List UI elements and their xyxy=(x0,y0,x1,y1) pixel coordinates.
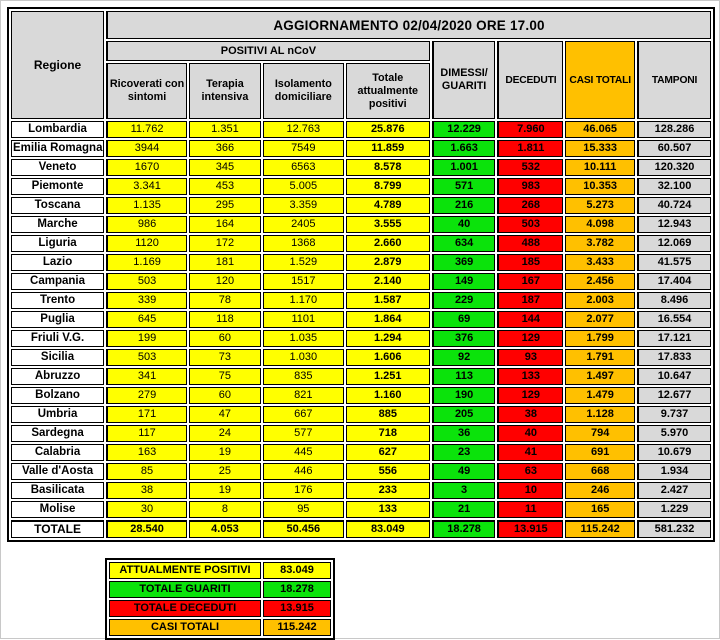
cell-tamponi: 2.427 xyxy=(637,482,711,499)
cell-terapia-intensiva: 453 xyxy=(189,178,261,195)
cell-totale-positivi: 233 xyxy=(346,482,430,499)
cell-isolamento: 1.035 xyxy=(263,330,344,347)
cell-terapia-intensiva: 8 xyxy=(189,501,261,518)
cell-ricoverati: 117 xyxy=(106,425,187,442)
cell-deceduti: 983 xyxy=(497,178,563,195)
cell-ricoverati: 341 xyxy=(106,368,187,385)
cell-ricoverati: 3.341 xyxy=(106,178,187,195)
cell-isolamento: 821 xyxy=(263,387,344,404)
cell-isolamento: 1.030 xyxy=(263,349,344,366)
cell-terapia-intensiva: 118 xyxy=(189,311,261,328)
summary-value: 83.049 xyxy=(263,562,331,579)
cell-isolamento: 446 xyxy=(263,463,344,480)
cell-deceduti: 532 xyxy=(497,159,563,176)
cell-dimessi-guariti: 216 xyxy=(432,197,496,214)
cell-deceduti: 129 xyxy=(497,387,563,404)
cell-casi-totali: 2.456 xyxy=(565,273,635,290)
cell-deceduti: 488 xyxy=(497,235,563,252)
total-row xyxy=(11,520,711,538)
table-row xyxy=(11,387,711,404)
cell-isolamento: 50.456 xyxy=(263,520,344,538)
region-name: Campania xyxy=(11,273,104,290)
summary-value: 13.915 xyxy=(263,600,331,617)
column-header-totale-attualmente-positivi: Totale attualmente positivi xyxy=(346,63,430,119)
cell-casi-totali: 10.111 xyxy=(565,159,635,176)
cell-terapia-intensiva: 78 xyxy=(189,292,261,309)
cell-ricoverati: 171 xyxy=(106,406,187,423)
region-name: Abruzzo xyxy=(11,368,104,385)
cell-isolamento: 12.763 xyxy=(263,121,344,138)
cell-dimessi-guariti: 190 xyxy=(432,387,496,404)
cell-terapia-intensiva: 19 xyxy=(189,482,261,499)
cell-tamponi: 17.121 xyxy=(637,330,711,347)
cell-casi-totali: 10.353 xyxy=(565,178,635,195)
table-row xyxy=(11,349,711,366)
cell-totale-positivi: 1.251 xyxy=(346,368,430,385)
cell-totale-positivi: 25.876 xyxy=(346,121,430,138)
table-row xyxy=(11,368,711,385)
region-name: Sicilia xyxy=(11,349,104,366)
table-row xyxy=(11,159,711,176)
region-name: Piemonte xyxy=(11,178,104,195)
cell-dimessi-guariti: 149 xyxy=(432,273,496,290)
cell-dimessi-guariti: 92 xyxy=(432,349,496,366)
cell-ricoverati: 11.762 xyxy=(106,121,187,138)
cell-totale-positivi: 1.606 xyxy=(346,349,430,366)
table-row xyxy=(11,235,711,252)
cell-isolamento: 2405 xyxy=(263,216,344,233)
cell-tamponi: 12.677 xyxy=(637,387,711,404)
cell-ricoverati: 1670 xyxy=(106,159,187,176)
region-name: Liguria xyxy=(11,235,104,252)
table-row xyxy=(11,501,711,518)
cell-totale-positivi: 8.799 xyxy=(346,178,430,195)
cell-tamponi: 8.496 xyxy=(637,292,711,309)
cell-casi-totali: 3.782 xyxy=(565,235,635,252)
cell-deceduti: 167 xyxy=(497,273,563,290)
region-name: Marche xyxy=(11,216,104,233)
cell-casi-totali: 1.479 xyxy=(565,387,635,404)
region-name: Toscana xyxy=(11,197,104,214)
cell-terapia-intensiva: 366 xyxy=(189,140,261,157)
cell-terapia-intensiva: 181 xyxy=(189,254,261,271)
cell-casi-totali: 1.799 xyxy=(565,330,635,347)
region-name: Basilicata xyxy=(11,482,104,499)
table-row xyxy=(11,197,711,214)
region-name: Bolzano xyxy=(11,387,104,404)
cell-terapia-intensiva: 25 xyxy=(189,463,261,480)
cell-casi-totali: 115.242 xyxy=(565,520,635,538)
cell-totale-positivi: 2.879 xyxy=(346,254,430,271)
cell-tamponi: 1.229 xyxy=(637,501,711,518)
cell-dimessi-guariti: 49 xyxy=(432,463,496,480)
covid-regions-table xyxy=(7,7,715,542)
cell-isolamento: 1517 xyxy=(263,273,344,290)
cell-ricoverati: 28.540 xyxy=(106,520,187,538)
cell-tamponi: 40.724 xyxy=(637,197,711,214)
cell-deceduti: 40 xyxy=(497,425,563,442)
cell-tamponi: 32.100 xyxy=(637,178,711,195)
cell-casi-totali: 2.003 xyxy=(565,292,635,309)
table-row xyxy=(11,273,711,290)
cell-casi-totali: 165 xyxy=(565,501,635,518)
cell-tamponi: 60.507 xyxy=(637,140,711,157)
cell-dimessi-guariti: 3 xyxy=(432,482,496,499)
cell-dimessi-guariti: 634 xyxy=(432,235,496,252)
cell-terapia-intensiva: 120 xyxy=(189,273,261,290)
cell-terapia-intensiva: 47 xyxy=(189,406,261,423)
cell-terapia-intensiva: 172 xyxy=(189,235,261,252)
cell-totale-positivi: 1.160 xyxy=(346,387,430,404)
table-row xyxy=(11,444,711,461)
region-name: Lombardia xyxy=(11,121,104,138)
cell-tamponi: 120.320 xyxy=(637,159,711,176)
cell-ricoverati: 503 xyxy=(106,273,187,290)
cell-totale-positivi: 2.660 xyxy=(346,235,430,252)
cell-deceduti: 41 xyxy=(497,444,563,461)
table-row xyxy=(11,425,711,442)
cell-terapia-intensiva: 73 xyxy=(189,349,261,366)
cell-deceduti: 129 xyxy=(497,330,563,347)
table-row xyxy=(11,482,711,499)
cell-dimessi-guariti: 205 xyxy=(432,406,496,423)
cell-isolamento: 176 xyxy=(263,482,344,499)
cell-totale-positivi: 1.864 xyxy=(346,311,430,328)
table-row xyxy=(11,121,711,138)
column-header-regione: Regione xyxy=(11,11,104,119)
cell-deceduti: 503 xyxy=(497,216,563,233)
cell-dimessi-guariti: 23 xyxy=(432,444,496,461)
cell-ricoverati: 339 xyxy=(106,292,187,309)
cell-terapia-intensiva: 75 xyxy=(189,368,261,385)
summary-row xyxy=(109,600,331,617)
summary-row xyxy=(109,562,331,579)
cell-tamponi: 9.737 xyxy=(637,406,711,423)
region-name: Trento xyxy=(11,292,104,309)
cell-dimessi-guariti: 571 xyxy=(432,178,496,195)
cell-casi-totali: 5.273 xyxy=(565,197,635,214)
cell-tamponi: 1.934 xyxy=(637,463,711,480)
column-header-terapia-intensiva: Terapia intensiva xyxy=(189,63,261,119)
cell-isolamento: 445 xyxy=(263,444,344,461)
summary-body xyxy=(109,562,331,636)
cell-tamponi: 41.575 xyxy=(637,254,711,271)
cell-deceduti: 38 xyxy=(497,406,563,423)
cell-deceduti: 187 xyxy=(497,292,563,309)
cell-isolamento: 577 xyxy=(263,425,344,442)
column-header-isolamento-domiciliare: Isolamento domiciliare xyxy=(263,63,344,119)
cell-deceduti: 93 xyxy=(497,349,563,366)
cell-casi-totali: 2.077 xyxy=(565,311,635,328)
cell-totale-positivi: 4.789 xyxy=(346,197,430,214)
table-row xyxy=(11,254,711,271)
summary-value: 115.242 xyxy=(263,619,331,636)
cell-terapia-intensiva: 164 xyxy=(189,216,261,233)
cell-dimessi-guariti: 69 xyxy=(432,311,496,328)
cell-tamponi: 12.069 xyxy=(637,235,711,252)
cell-tamponi: 10.679 xyxy=(637,444,711,461)
cell-deceduti: 133 xyxy=(497,368,563,385)
region-name: Molise xyxy=(11,501,104,518)
cell-casi-totali: 1.128 xyxy=(565,406,635,423)
cell-casi-totali: 668 xyxy=(565,463,635,480)
cell-totale-positivi: 627 xyxy=(346,444,430,461)
cell-totale-positivi: 885 xyxy=(346,406,430,423)
cell-ricoverati: 986 xyxy=(106,216,187,233)
table-row xyxy=(11,292,711,309)
summary-label: ATTUALMENTE POSITIVI xyxy=(109,562,261,579)
table-row xyxy=(11,140,711,157)
cell-casi-totali: 794 xyxy=(565,425,635,442)
cell-deceduti: 185 xyxy=(497,254,563,271)
table-body xyxy=(11,121,711,538)
table-row xyxy=(11,216,711,233)
summary-label: TOTALE GUARITI xyxy=(109,581,261,598)
cell-ricoverati: 38 xyxy=(106,482,187,499)
region-name: TOTALE xyxy=(11,520,104,538)
cell-ricoverati: 1.135 xyxy=(106,197,187,214)
cell-dimessi-guariti: 376 xyxy=(432,330,496,347)
summary-table xyxy=(105,558,335,640)
cell-ricoverati: 279 xyxy=(106,387,187,404)
cell-terapia-intensiva: 24 xyxy=(189,425,261,442)
cell-isolamento: 1101 xyxy=(263,311,344,328)
cell-terapia-intensiva: 60 xyxy=(189,330,261,347)
region-name: Lazio xyxy=(11,254,104,271)
table-row xyxy=(11,311,711,328)
cell-deceduti: 268 xyxy=(497,197,563,214)
cell-ricoverati: 199 xyxy=(106,330,187,347)
cell-totale-positivi: 83.049 xyxy=(346,520,430,538)
cell-ricoverati: 163 xyxy=(106,444,187,461)
cell-totale-positivi: 1.294 xyxy=(346,330,430,347)
cell-deceduti: 13.915 xyxy=(497,520,563,538)
region-name: Emilia Romagna xyxy=(11,140,104,157)
table-row xyxy=(11,330,711,347)
cell-totale-positivi: 133 xyxy=(346,501,430,518)
cell-totale-positivi: 556 xyxy=(346,463,430,480)
cell-isolamento: 1.529 xyxy=(263,254,344,271)
summary-label: CASI TOTALI xyxy=(109,619,261,636)
cell-totale-positivi: 8.578 xyxy=(346,159,430,176)
table-row xyxy=(11,406,711,423)
cell-terapia-intensiva: 60 xyxy=(189,387,261,404)
cell-deceduti: 63 xyxy=(497,463,563,480)
cell-ricoverati: 85 xyxy=(106,463,187,480)
cell-dimessi-guariti: 36 xyxy=(432,425,496,442)
cell-casi-totali: 691 xyxy=(565,444,635,461)
region-name: Umbria xyxy=(11,406,104,423)
cell-dimessi-guariti: 1.001 xyxy=(432,159,496,176)
cell-tamponi: 17.404 xyxy=(637,273,711,290)
cell-dimessi-guariti: 18.278 xyxy=(432,520,496,538)
cell-tamponi: 581.232 xyxy=(637,520,711,538)
column-header-ricoverati-con-sintomi: Ricoverati con sintomi xyxy=(106,63,187,119)
summary-label: TOTALE DECEDUTI xyxy=(109,600,261,617)
region-name: Sardegna xyxy=(11,425,104,442)
column-header-dimessi-guariti: DIMESSI/ GUARITI xyxy=(432,41,496,119)
cell-terapia-intensiva: 345 xyxy=(189,159,261,176)
cell-tamponi: 128.286 xyxy=(637,121,711,138)
cell-deceduti: 11 xyxy=(497,501,563,518)
cell-isolamento: 95 xyxy=(263,501,344,518)
column-header-deceduti: DECEDUTI xyxy=(497,41,563,119)
table-row xyxy=(11,463,711,480)
cell-isolamento: 1368 xyxy=(263,235,344,252)
region-name: Friuli V.G. xyxy=(11,330,104,347)
summary-row xyxy=(109,619,331,636)
cell-terapia-intensiva: 19 xyxy=(189,444,261,461)
cell-deceduti: 144 xyxy=(497,311,563,328)
cell-isolamento: 5.005 xyxy=(263,178,344,195)
cell-isolamento: 6563 xyxy=(263,159,344,176)
cell-tamponi: 16.554 xyxy=(637,311,711,328)
cell-dimessi-guariti: 1.663 xyxy=(432,140,496,157)
cell-isolamento: 667 xyxy=(263,406,344,423)
cell-deceduti: 7.960 xyxy=(497,121,563,138)
table-row xyxy=(11,178,711,195)
cell-casi-totali: 246 xyxy=(565,482,635,499)
cell-ricoverati: 1120 xyxy=(106,235,187,252)
cell-dimessi-guariti: 113 xyxy=(432,368,496,385)
cell-terapia-intensiva: 1.351 xyxy=(189,121,261,138)
cell-casi-totali: 3.433 xyxy=(565,254,635,271)
cell-tamponi: 5.970 xyxy=(637,425,711,442)
cell-isolamento: 1.170 xyxy=(263,292,344,309)
summary-row xyxy=(109,581,331,598)
cell-casi-totali: 15.333 xyxy=(565,140,635,157)
cell-ricoverati: 1.169 xyxy=(106,254,187,271)
cell-deceduti: 10 xyxy=(497,482,563,499)
cell-totale-positivi: 2.140 xyxy=(346,273,430,290)
table-title: AGGIORNAMENTO 02/04/2020 ORE 17.00 xyxy=(106,11,711,39)
cell-tamponi: 12.943 xyxy=(637,216,711,233)
group-header-positivi-ncov: POSITIVI AL nCoV xyxy=(106,41,430,61)
cell-terapia-intensiva: 295 xyxy=(189,197,261,214)
region-name: Valle d'Aosta xyxy=(11,463,104,480)
region-name: Puglia xyxy=(11,311,104,328)
cell-totale-positivi: 3.555 xyxy=(346,216,430,233)
cell-dimessi-guariti: 12.229 xyxy=(432,121,496,138)
cell-dimessi-guariti: 369 xyxy=(432,254,496,271)
column-header-tamponi: TAMPONI xyxy=(637,41,711,119)
cell-dimessi-guariti: 40 xyxy=(432,216,496,233)
cell-totale-positivi: 718 xyxy=(346,425,430,442)
cell-isolamento: 7549 xyxy=(263,140,344,157)
cell-ricoverati: 3944 xyxy=(106,140,187,157)
cell-isolamento: 835 xyxy=(263,368,344,385)
cell-dimessi-guariti: 21 xyxy=(432,501,496,518)
cell-terapia-intensiva: 4.053 xyxy=(189,520,261,538)
cell-totale-positivi: 11.859 xyxy=(346,140,430,157)
cell-casi-totali: 4.098 xyxy=(565,216,635,233)
region-name: Calabria xyxy=(11,444,104,461)
cell-tamponi: 17.833 xyxy=(637,349,711,366)
cell-casi-totali: 46.065 xyxy=(565,121,635,138)
cell-ricoverati: 30 xyxy=(106,501,187,518)
cell-tamponi: 10.647 xyxy=(637,368,711,385)
cell-ricoverati: 645 xyxy=(106,311,187,328)
summary-value: 18.278 xyxy=(263,581,331,598)
cell-dimessi-guariti: 229 xyxy=(432,292,496,309)
cell-totale-positivi: 1.587 xyxy=(346,292,430,309)
cell-ricoverati: 503 xyxy=(106,349,187,366)
cell-casi-totali: 1.497 xyxy=(565,368,635,385)
cell-casi-totali: 1.791 xyxy=(565,349,635,366)
cell-isolamento: 3.359 xyxy=(263,197,344,214)
region-name: Veneto xyxy=(11,159,104,176)
column-header-casi-totali: CASI TOTALI xyxy=(565,41,635,119)
cell-deceduti: 1.811 xyxy=(497,140,563,157)
